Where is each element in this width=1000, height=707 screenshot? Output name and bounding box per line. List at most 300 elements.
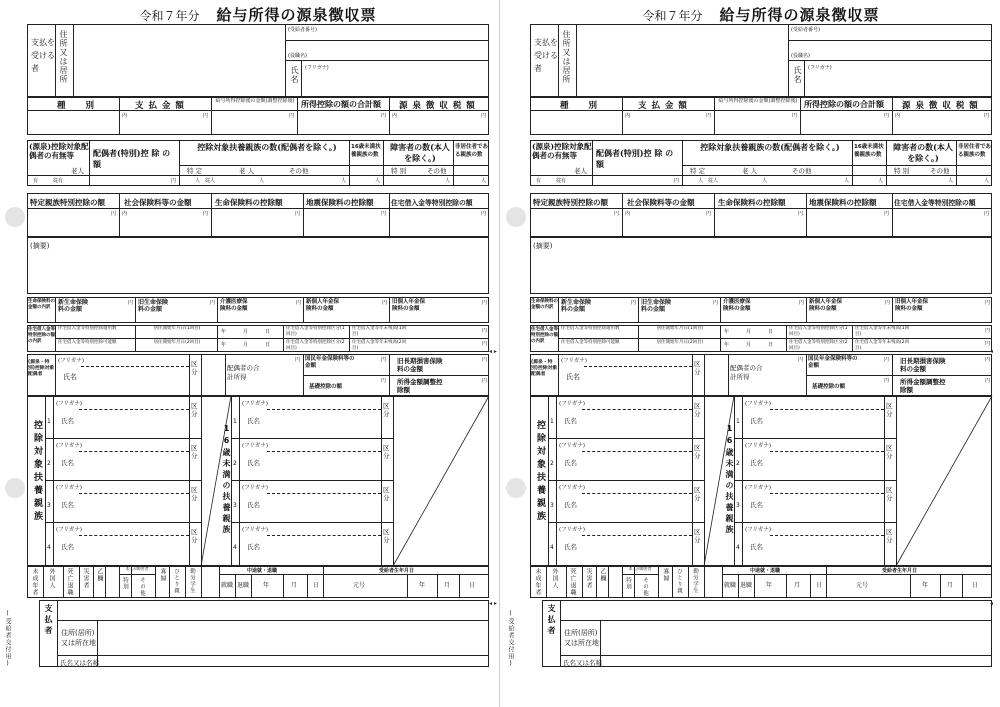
unit-yen: 円	[171, 178, 177, 184]
nonresident-header: 非居住者である親族の数	[455, 144, 489, 158]
unit-day: 日	[816, 582, 823, 589]
u16-furigana: (フリガナ)	[242, 485, 269, 491]
life-detail-label: 生命保険料の金額の内訳	[28, 299, 55, 310]
unit-yen: 円	[381, 211, 387, 217]
dep-category: 区分	[694, 486, 701, 502]
u16-furigana: (フリガナ)	[745, 401, 772, 407]
unit-sub-person: 従人	[708, 178, 719, 184]
working-student-flag: 勤労学生	[692, 568, 698, 594]
social-insurance-header: 社会保険料等の金額	[627, 198, 695, 207]
u16-category: 区分	[383, 444, 390, 460]
unit-yes: 有	[33, 178, 39, 184]
disabled-header: 障害者の数(本人を除く。)	[390, 142, 450, 163]
unit-person: 人	[984, 178, 990, 184]
unit-day: 日	[768, 329, 774, 335]
spouse-flag-header: (源泉)控除対象配偶者の有無等	[532, 142, 592, 160]
single-parent-flag: ひとり親	[173, 568, 179, 594]
payee-group-label: 支払を受ける者	[534, 38, 558, 73]
unit-yen: 円	[798, 357, 804, 363]
dep-furigana: (フリガナ)	[56, 401, 83, 407]
old-annuity-label: 旧個人年金保険料の金額	[895, 299, 929, 312]
balance2-label: 住宅借入金等年末残高(2回目)	[352, 340, 407, 351]
unit-day: 日	[469, 582, 476, 589]
special-label: 特 別	[894, 167, 910, 175]
single-parent-flag: ひとり親	[676, 568, 682, 594]
unit-yen: 円	[381, 378, 387, 384]
payer-group-label: 支払者	[44, 604, 53, 637]
unit-yen: 円	[382, 300, 388, 306]
specific-label: 特 定	[690, 167, 706, 175]
unit-month: 月	[746, 329, 752, 335]
unit-yen: 円	[482, 357, 488, 363]
unit-yes: 有	[536, 178, 542, 184]
unit-yen: 円	[481, 113, 487, 119]
unit-yen: 円	[713, 300, 719, 306]
punch-hole-icon	[5, 207, 25, 227]
unit-year: 年	[221, 342, 227, 348]
unit-yen: 円	[295, 357, 301, 363]
unit-day: 日	[313, 582, 320, 589]
copy-type-label: (受給者交付用)	[4, 610, 11, 668]
retired-label: 退職	[237, 582, 250, 589]
nonresident-header: 非居住者である親族の数	[958, 144, 992, 158]
new-life-label: 新生命保険料の金額	[58, 299, 89, 313]
dep-furigana: (フリガナ)	[56, 443, 83, 449]
u16-name: 氏名	[750, 459, 763, 467]
u16-category: 区分	[383, 402, 390, 418]
start-date2-label: 居住開始年月日(2回目)	[656, 340, 704, 345]
unit-yen: 円	[706, 211, 712, 217]
unit-year: 年	[221, 329, 227, 335]
u16-name: 氏名	[750, 501, 763, 509]
position-label: (役職名)	[791, 53, 810, 59]
cut-mark-icon: ◂	[990, 348, 994, 355]
care-medical-label: 介護医療保険料の金額	[220, 299, 248, 312]
dep-name: 氏名	[564, 501, 577, 509]
dependent-number: 4	[550, 544, 554, 551]
payer-name-label: 氏名又は名称	[563, 659, 602, 667]
unit-yen: 円	[885, 300, 891, 306]
unit-yen: 円	[884, 211, 890, 217]
type-header: 種 別	[560, 101, 599, 111]
unit-yen: 円	[706, 113, 712, 119]
spouse-furigana-label: (フリガナ)	[561, 358, 588, 364]
dep-furigana: (フリガナ)	[559, 527, 586, 533]
u16-furigana: (フリガナ)	[242, 443, 269, 449]
possible-amount-label: 住宅借入金等特別控除可能額	[561, 340, 620, 345]
widow-flag: 寡婦	[159, 568, 166, 582]
unit-yen: 円	[985, 378, 991, 384]
u16-name: 氏名	[247, 501, 260, 509]
dependent-number: 4	[47, 544, 51, 551]
employed-label: 就職	[221, 582, 234, 589]
category1-label: 住宅借入金等特別控除区分(1回目)	[789, 326, 848, 337]
under16-number: 4	[736, 544, 740, 551]
dep-category: 区分	[191, 402, 198, 418]
dep-category: 区分	[694, 402, 701, 418]
unit-inner: 内	[625, 211, 631, 217]
birth-label: 受給者生年月日	[882, 568, 918, 574]
disabled-special-flag: 特別	[122, 577, 128, 590]
special-label: 特 別	[391, 167, 407, 175]
otsu-flag: 乙欄	[599, 568, 606, 582]
unit-yen: 円	[984, 211, 990, 217]
unit-yen: 円	[482, 378, 488, 384]
dependent-number: 3	[550, 502, 554, 509]
death-retire-flag: 死亡退職	[569, 568, 576, 596]
disaster-flag: 災害者	[82, 568, 89, 589]
payee-address-label: 住所又は居所	[562, 30, 571, 84]
category2-label: 住宅借入金等特別控除区分(2回目)	[789, 340, 848, 351]
after-deduction-header: 給与所得控除後の金額(調整控除後)	[215, 98, 295, 104]
national-pension-label: 国民年金保険料等の金額	[808, 356, 858, 369]
unit-inner: 内	[625, 113, 631, 119]
unit-person: 人	[375, 178, 381, 184]
payer-address-label: 住所(居所)又は所在地	[61, 629, 96, 647]
spouse-row-label: (源泉・特別)控除対象配偶者	[531, 360, 558, 377]
payer-group-label: 支払者	[547, 604, 556, 637]
birth-label: 受給者生年月日	[379, 568, 415, 574]
furigana-label: (フリガナ)	[808, 65, 832, 71]
dep-name: 氏名	[61, 501, 74, 509]
dep-category: 区分	[191, 528, 198, 544]
u16-furigana: (フリガナ)	[242, 527, 269, 533]
page-title: 給与所得の源泉徴収票	[216, 6, 377, 24]
unit-year: 年	[766, 582, 773, 589]
earthquake-header: 地震保険料の控除額	[809, 198, 877, 207]
elderly-label: 老人	[71, 167, 84, 175]
eligible-count-label: 住宅借入金等特別控除適用数	[58, 326, 117, 331]
punch-hole-icon	[506, 478, 526, 498]
housing-detail-label: 住宅借入金等特別控除の額の内訳	[531, 327, 558, 344]
social-insurance-header: 社会保険料等の金額	[124, 198, 192, 207]
unit-month: 月	[243, 342, 249, 348]
after-deduction-header: 給与所得控除後の金額(調整控除後)	[718, 98, 798, 104]
unit-yen: 円	[984, 113, 990, 119]
widow-flag: 寡婦	[662, 568, 669, 582]
deduction-total-header: 所得控除の額の合計額	[301, 99, 381, 109]
foreigner-flag: 外国人	[48, 568, 55, 589]
dependent-number: 3	[47, 502, 51, 509]
disabled-other-flag: その他	[139, 577, 145, 597]
dep-name: 氏名	[61, 417, 74, 425]
minor-flag: 未成年者	[31, 568, 38, 596]
unit-yen: 円	[381, 113, 387, 119]
under16-header: 16歳未満扶養親族の数	[351, 144, 381, 158]
start-date2-label: 居住開始年月日(2回目)	[153, 340, 201, 345]
spouse-deduction-header: 配偶者(特別)控 除 の 額	[93, 148, 171, 169]
remarks-box	[27, 237, 489, 294]
under16-number: 1	[233, 418, 237, 425]
u16-name: 氏名	[247, 417, 260, 425]
under16-label: 16歳未満の扶養親族	[725, 424, 734, 536]
year-label: 令和７年分	[139, 9, 200, 23]
cut-mark-icon: ◂	[990, 600, 994, 607]
unit-yen: 円	[203, 113, 209, 119]
receipt-sheet-left	[4, 0, 489, 700]
payee-name-label: 氏名	[290, 66, 299, 84]
elderly-label: 老人	[574, 167, 587, 175]
dep-furigana: (フリガナ)	[559, 485, 586, 491]
under16-header: 16歳未満扶養親族の数	[854, 144, 884, 158]
u16-name: 氏名	[247, 459, 260, 467]
unit-inner: 内	[392, 113, 398, 119]
dependents-count-header: 控除対象扶養親族の数(配偶者を除く。)	[700, 142, 840, 152]
new-annuity-label: 新個人年金保険料の金額	[809, 299, 843, 312]
dependents-diagonal-right	[896, 396, 992, 566]
spouse-category-label: 区分	[191, 360, 198, 376]
u16-name: 氏名	[247, 543, 260, 551]
payee-group-label: 支払を受ける者	[31, 38, 55, 73]
old-long-term-label: 旧長期損害保険料の金額	[397, 357, 443, 373]
under16-number: 2	[736, 460, 740, 467]
balance1-label: 住宅借入金等年末残高(1回目)	[352, 326, 407, 337]
income-adjust-label: 所得金額調整控除額	[900, 378, 946, 394]
unit-person: 人	[195, 178, 201, 184]
dep-category: 区分	[191, 444, 198, 460]
unit-yen: 円	[614, 211, 620, 217]
dep-furigana: (フリガナ)	[559, 401, 586, 407]
new-life-label: 新生命保険料の金額	[561, 299, 592, 313]
dependents-label: 控除対象扶養親族	[32, 420, 42, 524]
unit-yen: 円	[884, 378, 890, 384]
specific-label: 特 定	[187, 167, 203, 175]
dep-name: 氏名	[564, 417, 577, 425]
cut-mark-icon: ◂ ▸	[489, 348, 497, 355]
national-pension-label: 国民年金保険料等の金額	[305, 356, 355, 369]
death-retire-flag: 死亡退職	[66, 568, 73, 596]
spouse-income-label: 配偶者の合計所得	[730, 364, 763, 381]
balance2-label: 住宅借入金等年末残高(2回目)	[855, 340, 910, 351]
era-label: 元号	[353, 582, 366, 589]
unit-person: 人	[762, 178, 768, 184]
unit-year: 年	[922, 582, 929, 589]
other-label: その他	[289, 167, 309, 175]
dependent-number: 2	[47, 460, 51, 467]
unit-yen: 円	[792, 113, 798, 119]
elderly2-label: 老 人	[742, 167, 758, 175]
life-insurance-header: 生命保険料の控除額	[215, 198, 283, 207]
unit-person: 人	[698, 178, 704, 184]
old-annuity-label: 旧個人年金保険料の金額	[392, 299, 426, 312]
dependents-count-header: 控除対象扶養親族の数(配偶者を除く。)	[197, 142, 337, 152]
unit-yen: 円	[482, 341, 488, 347]
dependent-number: 1	[550, 418, 554, 425]
payment-header: 支 払 金 額	[135, 101, 185, 111]
unit-person: 人	[844, 178, 850, 184]
dep-name: 氏名	[61, 459, 74, 467]
under16-number: 3	[736, 502, 740, 509]
u16-name: 氏名	[750, 543, 763, 551]
payee-address-label: 住所又は居所	[59, 30, 68, 84]
unit-day: 日	[265, 342, 271, 348]
recipient-no-label: (受給者番号)	[791, 27, 820, 33]
unit-day: 日	[972, 582, 979, 589]
life-detail-label: 生命保険料の金額の内訳	[531, 299, 558, 310]
unit-person: 人	[948, 178, 954, 184]
balance1-label: 住宅借入金等年末残高(1回目)	[855, 326, 910, 337]
payer-address-label: 住所(居所)又は所在地	[564, 629, 599, 647]
unit-yen: 円	[985, 300, 991, 306]
spouse-name-label: 氏名	[63, 373, 77, 381]
unit-yen: 円	[985, 341, 991, 347]
unit-day: 日	[265, 329, 271, 335]
start-date1-label: 居住開始年月日(1回目)	[153, 326, 201, 331]
unit-month: 月	[947, 582, 954, 589]
unit-yen: 円	[799, 300, 805, 306]
unit-month: 月	[243, 329, 249, 335]
unit-day: 日	[768, 342, 774, 348]
spouse-deduction-header: 配偶者(特別)控 除 の 額	[596, 148, 674, 169]
unit-inner: 内	[122, 113, 128, 119]
dependents-diagonal-right	[393, 396, 489, 566]
withholding-header: 源 泉 徴 収 税 額	[399, 101, 476, 111]
housing-detail-label: 住宅借入金等特別控除の額の内訳	[28, 327, 55, 344]
withholding-header: 源 泉 徴 収 税 額	[902, 101, 979, 111]
unit-sub-yes: 従有	[556, 178, 567, 184]
mid-year-label: 中途就・退職	[750, 568, 781, 574]
unit-yen: 円	[884, 357, 890, 363]
unit-yen: 円	[482, 300, 488, 306]
position-label: (役職名)	[288, 53, 307, 59]
disabled-head-label: 本人が障害者	[125, 566, 149, 571]
unit-person: 人	[445, 178, 451, 184]
under16-number: 4	[233, 544, 237, 551]
u16-category: 区分	[383, 528, 390, 544]
dep-name: 氏名	[564, 543, 577, 551]
mid-year-label: 中途就・退職	[247, 568, 278, 574]
unit-person: 人	[481, 178, 487, 184]
era-label: 元号	[856, 582, 869, 589]
unit-yen: 円	[111, 211, 117, 217]
payer-block	[39, 600, 489, 667]
disabled-special-flag: 特別	[625, 577, 631, 590]
dependent-number: 2	[550, 460, 554, 467]
possible-amount-label: 住宅借入金等特別控除可能額	[58, 340, 117, 345]
dependents-label: 控除対象扶養親族	[535, 420, 545, 524]
unit-yen: 円	[210, 300, 216, 306]
recipient-no-label: (受給者番号)	[288, 27, 317, 33]
unit-yen: 円	[631, 300, 637, 306]
unit-month: 月	[444, 582, 451, 589]
dep-category: 区分	[191, 486, 198, 502]
copy-type-label: (受給者交付用)	[507, 610, 514, 668]
earthquake-header: 地震保険料の控除額	[306, 198, 374, 207]
specific-relatives-header: 特定親族特別控除の額	[533, 198, 608, 207]
under16-number: 3	[233, 502, 237, 509]
year-label: 令和７年分	[642, 9, 703, 23]
dep-name: 氏名	[564, 459, 577, 467]
document-title-row	[530, 4, 992, 24]
dep-furigana: (フリガナ)	[559, 443, 586, 449]
dep-category: 区分	[694, 528, 701, 544]
spouse-flag-header: (源泉)控除対象配偶者の有無等	[29, 142, 89, 160]
unit-yen: 円	[674, 178, 680, 184]
furigana-label: (フリガナ)	[305, 65, 329, 71]
employed-label: 就職	[724, 582, 737, 589]
elderly2-label: 老 人	[239, 167, 255, 175]
disabled-head-label: 本人が障害者	[628, 566, 652, 571]
retired-label: 退職	[740, 582, 753, 589]
unit-year: 年	[724, 329, 730, 335]
cut-mark-icon: ◂ ▸	[489, 600, 497, 607]
unit-person: 人	[341, 178, 347, 184]
unit-yen: 円	[296, 300, 302, 306]
punch-hole-icon	[506, 207, 526, 227]
page-title: 給与所得の源泉徴収票	[719, 6, 880, 24]
old-long-term-label: 旧長期損害保険料の金額	[900, 357, 946, 373]
unit-inner: 内	[895, 113, 901, 119]
life-insurance-header: 生命保険料の控除額	[718, 198, 786, 207]
unit-person: 人	[878, 178, 884, 184]
unit-sub-person: 従人	[205, 178, 216, 184]
dep-name: 氏名	[61, 543, 74, 551]
disabled-other-flag: その他	[642, 577, 648, 597]
payer-block	[542, 600, 992, 667]
u16-category: 区分	[886, 528, 893, 544]
minor-flag: 未成年者	[534, 568, 541, 596]
otsu-flag: 乙欄	[96, 568, 103, 582]
spouse-category-label: 区分	[694, 360, 701, 376]
specific-relatives-header: 特定親族特別控除の額	[30, 198, 105, 207]
basic-deduction-label: 基礎控除の額	[309, 384, 343, 390]
document-title-row	[27, 4, 489, 24]
under16-number: 2	[233, 460, 237, 467]
spouse-income-label: 配偶者の合計所得	[227, 364, 260, 381]
u16-category: 区分	[886, 486, 893, 502]
old-life-label: 旧生命保険料の金額	[641, 299, 672, 313]
dep-furigana: (フリガナ)	[56, 485, 83, 491]
dependent-number: 1	[47, 418, 51, 425]
unit-year: 年	[724, 342, 730, 348]
remarks-label: (摘要)	[30, 242, 50, 250]
unit-year: 年	[419, 582, 426, 589]
payment-header: 支 払 金 額	[638, 101, 688, 111]
unit-yen: 円	[381, 357, 387, 363]
spouse-row-label: (源泉・特別)控除対象配偶者	[28, 360, 55, 377]
under16-label: 16歳未満の扶養親族	[222, 424, 231, 536]
disabled-header: 障害者の数(本人を除く。)	[893, 142, 953, 163]
unit-yen: 円	[985, 357, 991, 363]
new-annuity-label: 新個人年金保険料の金額	[306, 299, 340, 312]
payer-name-label: 氏名又は名称	[60, 659, 99, 667]
under16-number: 1	[736, 418, 740, 425]
other-label: その他	[792, 167, 812, 175]
housing-loan-header: 住宅借入金等特別控除の額	[894, 199, 976, 207]
remarks-box	[530, 237, 992, 294]
eligible-count-label: 住宅借入金等特別控除適用数	[561, 326, 620, 331]
other2-label: その他	[930, 167, 950, 175]
basic-deduction-label: 基礎控除の額	[812, 384, 846, 390]
unit-yen: 円	[798, 211, 804, 217]
unit-yen: 円	[884, 113, 890, 119]
spouse-furigana-label: (フリガナ)	[58, 358, 85, 364]
foreigner-flag: 外国人	[551, 568, 558, 589]
unit-person: 人	[259, 178, 265, 184]
punch-hole-icon	[5, 478, 25, 498]
care-medical-label: 介護医療保険料の金額	[723, 299, 751, 312]
u16-furigana: (フリガナ)	[242, 401, 269, 407]
u16-category: 区分	[383, 486, 390, 502]
type-header: 種 別	[57, 101, 96, 111]
u16-furigana: (フリガナ)	[745, 443, 772, 449]
unit-yen: 円	[481, 211, 487, 217]
u16-name: 氏名	[750, 417, 763, 425]
dep-category: 区分	[694, 444, 701, 460]
u16-category: 区分	[886, 444, 893, 460]
sheet-separator	[499, 0, 500, 707]
unit-month: 月	[794, 582, 801, 589]
